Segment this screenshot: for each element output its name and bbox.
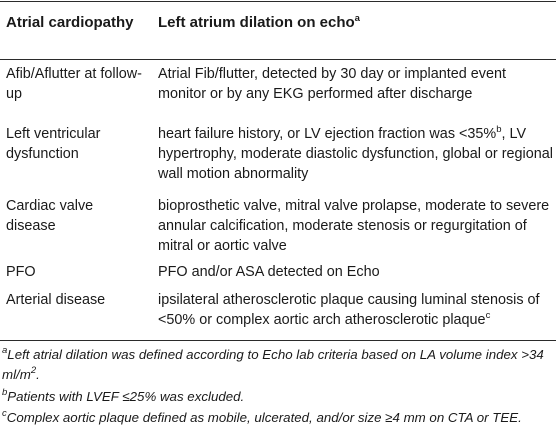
row-label-lv-dysfunction: Left ventricular dysfunction — [6, 126, 101, 162]
top-rule — [0, 1, 556, 2]
header-col2-text: Left atrium dilation on echo — [158, 14, 355, 31]
footnote-b-text: Patients with LVEF ≤25% was excluded. — [7, 389, 245, 404]
footnote-a-text: Left atrial dilation was defined according to Echo lab criteria based on LA volume index >34 ml/m — [2, 347, 544, 382]
row-desc-lv-text-b: , LV hypertrophy, moderate diastolic dysfunction, global or regional wall motion abnormality — [158, 126, 553, 182]
footnote-c-mark: c — [2, 408, 7, 419]
row-desc-arterial-text: ipsilateral atherosclerotic plaque causing luminal stenosis of <50% or complex aortic arch atherosclerotic plaque — [158, 292, 540, 328]
row-desc-lv-text-a: heart failure history, or LV ejection fraction was <35% — [158, 126, 497, 142]
row-desc-arterial-disease — [158, 290, 554, 330]
footnote-a — [2, 345, 554, 385]
row-label-pfo: PFO — [6, 264, 36, 280]
footnote-b-mark: b — [2, 387, 8, 398]
row-desc-valve-disease: bioprosthetic valve, mitral valve prolapse, moderate to severe annular calcification, moderate stenosis or regurgitation of mitral or aortic valve — [158, 198, 550, 254]
row-desc-arterial-footnote-mark: c — [485, 310, 491, 321]
footnote-a-mark: a — [2, 345, 8, 356]
header-col2-footnote-mark: a — [354, 13, 360, 24]
footnote-a-superscript: 2 — [30, 365, 37, 376]
row-label-arterial-disease: Arterial disease — [6, 292, 106, 308]
footnote-b — [2, 387, 554, 407]
footnote-a-text-end: . — [36, 367, 40, 382]
header-rule — [0, 59, 556, 60]
row-desc-lv-dysfunction — [158, 124, 554, 184]
bottom-rule — [0, 340, 556, 341]
header-col2 — [158, 12, 548, 33]
footnote-c — [2, 408, 554, 428]
row-label-afib: Afib/Aflutter at follow-up — [6, 66, 142, 102]
row-desc-pfo: PFO and/or ASA detected on Echo — [158, 264, 380, 280]
row-desc-afib: Atrial Fib/flutter, detected by 30 day or implanted event monitor or by any EKG performed after discharge — [158, 66, 506, 102]
footnote-c-text: Complex aortic plaque defined as mobile, ulcerated, and/or size ≥4 mm on CTA or TEE. — [6, 410, 522, 425]
row-desc-lv-footnote-mark: b — [496, 124, 502, 135]
header-col1: Atrial cardiopathy — [6, 14, 134, 31]
row-label-valve-disease: Cardiac valve disease — [6, 198, 94, 234]
